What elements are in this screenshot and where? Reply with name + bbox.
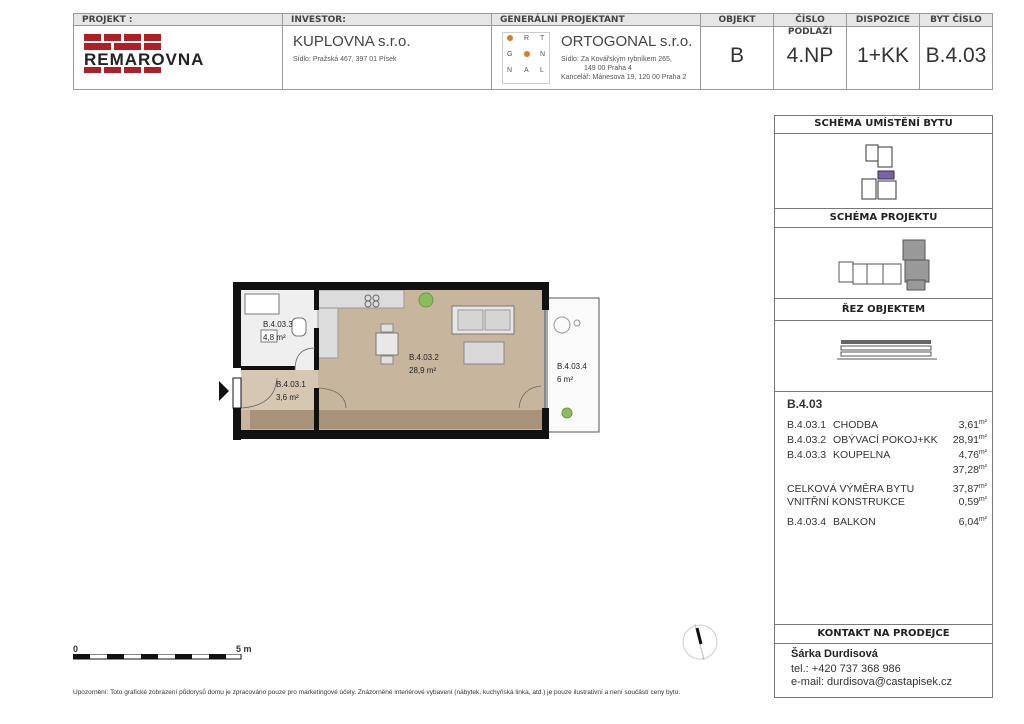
plant-icon [419, 293, 433, 307]
area-value: 28,91 [952, 434, 979, 446]
celkova-label: CELKOVÁ VÝMĚRA BYTU [787, 483, 915, 495]
area-unit: m² [978, 516, 987, 523]
plant-icon [562, 408, 572, 418]
podlazi-value: 4.NP [786, 44, 834, 67]
wall-top [233, 282, 549, 290]
wall-right-top [542, 282, 549, 310]
schema-projektu-title: SCHÉMA PROJEKTU [829, 212, 938, 223]
coffee-table [464, 342, 504, 364]
area-value: 4,76 [958, 449, 979, 461]
byt-label: BYT ČÍSLO [920, 14, 992, 27]
dispozice-value: 1+KK [857, 44, 909, 67]
balkon-value: 6,04 [958, 516, 979, 528]
info-panel [774, 115, 993, 625]
area-value: 3,61 [958, 419, 979, 431]
projekt-label: PROJEKT : [74, 14, 282, 26]
logo-letter: A [524, 67, 529, 74]
area-unit: m² [978, 419, 987, 426]
logo-letter: L [540, 67, 544, 74]
celkova-row [787, 483, 987, 495]
rez-title: ŘEZ OBJEKTEM [841, 304, 926, 315]
ortogonal-logo [502, 32, 550, 84]
floor-plan [215, 278, 600, 443]
subtotal-value: 37,28 [952, 464, 979, 476]
projektant-address1: Sídlo: Za Kovářským rybníkem 265, [561, 56, 672, 63]
wardrobe-strip [250, 410, 546, 429]
byt-cell [920, 14, 992, 89]
investor-address: Sídlo: Pražská 467, 397 01 Písek [293, 56, 397, 63]
scale-end: 5 m [236, 644, 252, 654]
room-code: B.4.03.3 [263, 320, 293, 329]
area-code: B.4.03.3 [787, 449, 827, 461]
room-code: B.4.03.4 [557, 362, 587, 371]
vnitrni-row [787, 496, 987, 508]
vnitrni-value: 0,59 [958, 496, 979, 508]
celkova-value: 37,87 [952, 483, 979, 495]
objekt-value: B [729, 44, 744, 67]
dining-table [376, 333, 398, 355]
toilet [292, 318, 306, 336]
projektant-cell [492, 14, 701, 89]
contact-email[interactable]: e-mail: durdisova@castapisek.cz [791, 676, 952, 688]
room-area: 3,6 m² [276, 393, 299, 402]
area-row [787, 449, 987, 461]
contact-name: Šárka Durdisová [791, 648, 878, 660]
room-label-b4033 [263, 320, 293, 343]
balkon-name: BALKON [833, 516, 876, 528]
remarovna-logo-text: REMAROVNA [84, 50, 205, 69]
logo-letter: G [507, 51, 513, 58]
room-code: B.4.03.2 [409, 353, 439, 362]
wall-bottom [233, 430, 549, 439]
projektant-name: ORTOGONAL s.r.o. [561, 33, 693, 50]
investor-cell [283, 14, 492, 89]
projektant-address3: Kancelář: Mánesova 19, 120 00 Praha 2 [561, 74, 687, 81]
logo-letter: R [524, 35, 530, 42]
scale-start: 0 [73, 644, 79, 654]
projektant-label: GENERÁLNÍ PROJEKTANT [492, 14, 700, 26]
dispozice-label: DISPOZICE [847, 14, 919, 27]
investor-name: KUPLOVNA s.r.o. [293, 33, 411, 50]
unit-title: B.4.03 [787, 397, 823, 411]
area-unit: m² [978, 434, 987, 441]
logo-letter: T [540, 35, 545, 42]
room-code: B.4.03.1 [276, 380, 306, 389]
area-code: B.4.03.1 [787, 419, 827, 431]
subtotal-unit: m² [978, 464, 987, 471]
dispozice-cell [847, 14, 920, 89]
scale-bar [73, 654, 243, 660]
area-unit: m² [978, 496, 987, 503]
area-row [787, 419, 987, 431]
north-arrow-icon [680, 620, 720, 664]
podlazi-label: ČÍSLO PODLAŽÍ [774, 14, 846, 27]
title-block [73, 13, 993, 90]
area-unit: m² [978, 449, 987, 456]
entrance-arrow-icon [219, 381, 229, 401]
ortogonal-dot-icon [507, 35, 513, 41]
area-unit: m² [978, 483, 987, 490]
vnitrni-label: VNITŘNÍ KONSTRUKCE [787, 496, 905, 508]
disclaimer: Upozornění: Toto grafické zobrazení půdorysů domu je zpracováno pouze pro marketingové účely. Znázorněné interiérové vybavení (nábytek, kuchyňská linka, atd.) je pouze ilustrativní a není součástí ceny bytu. [73, 689, 681, 696]
logo-letter: N [540, 51, 546, 58]
contact-title: KONTAKT NA PRODEJCE [817, 628, 950, 639]
balkon-row [787, 516, 987, 528]
room-area: 4,8 m² [263, 333, 286, 342]
room-label-b4032 [409, 353, 439, 376]
investor-label: INVESTOR: [283, 14, 491, 26]
room-label-b4031 [276, 380, 306, 403]
byt-value: B.4.03 [925, 44, 987, 67]
area-name: CHODBA [833, 419, 878, 431]
section-schema [837, 338, 937, 362]
balkon-code: B.4.03.4 [787, 516, 827, 528]
area-row [787, 434, 987, 446]
schema-umisteni-title: SCHÉMA UMÍSTĚNÍ BYTU [814, 118, 953, 129]
objekt-cell [701, 14, 774, 89]
ortogonal-dot-icon [524, 51, 530, 57]
unit-highlight [878, 171, 894, 179]
area-name: KOUPELNA [833, 449, 891, 461]
projektant-address2: 149 00 Praha 4 [584, 65, 632, 72]
podlazi-cell [774, 14, 847, 89]
shower [245, 294, 279, 314]
contact-phone[interactable]: tel.: +420 737 368 986 [791, 663, 901, 675]
location-schema [860, 143, 900, 203]
room-area: 6 m² [557, 375, 573, 384]
wall-right-bottom [542, 408, 549, 439]
room-label-b4034 [557, 362, 587, 385]
area-code: B.4.03.2 [787, 434, 827, 446]
area-name: OBÝVACÍ POKOJ+KK [833, 434, 938, 446]
project-schema [837, 234, 937, 294]
objekt-label: OBJEKT [701, 14, 773, 27]
contact-box [774, 624, 993, 698]
wall-left [233, 282, 241, 440]
kitchen-counter [318, 290, 404, 308]
room-area: 28,9 m² [409, 366, 437, 375]
logo-letter: N [507, 67, 513, 74]
